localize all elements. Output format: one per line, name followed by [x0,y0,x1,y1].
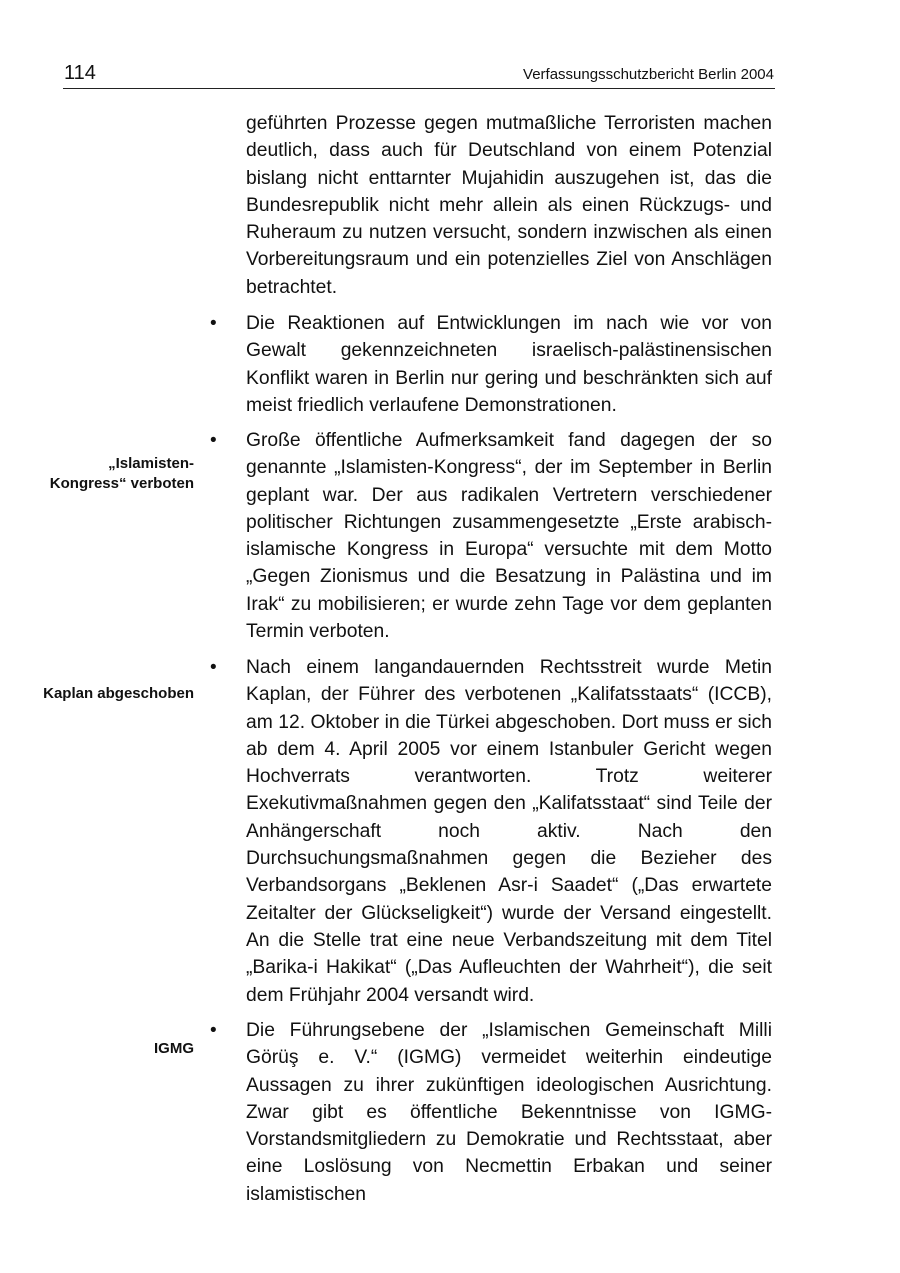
bullet-marker: • [210,313,217,334]
paragraph: Nach einem langandauernden Rechtsstreit wurde Metin Kaplan, der Führer des verbotenen „Kalifatsstaats“ (ICCB), am 12. Oktober in die Türkei abgeschoben. Dort muss er sich ab dem 4. April 2005 vor einem Istanbuler Gericht wegen Hochverrats verantworten. Trotz weiterer Exekutivmaßnahmen gegen den „Kalifatsstaat“ sind Teile der Anhängerschaft noch aktiv. Nach den Durchsuchungsmaßnahmen gegen die Bezieher des Verbandsorgans „Beklenen Asr-i Saadet“ („Das erwartete Zeitalter der Glückseligkeit“) wurde der Versand eingestellt. An die Stelle trat eine neue Verbandszeitung mit dem Titel „Barika-i Hakikat“ („Das Aufleuchten der Wahrheit“), die seit dem Frühjahr 2004 versandt wird. [246,657,772,1006]
page-number: 114 [64,62,96,84]
margin-note-line: Kongress“ verboten [49,475,194,492]
bullet-marker: • [210,1020,217,1041]
paragraph: Die Führungsebene der „Islamischen Gemeinschaft Milli Görüş e. V.“ (IGMG) vermeidet weiterhin eindeutige Aussagen zu ihrer zukünftigen ideologischen Ausrichtung. Zwar gibt es öffentliche Bekenntnisse von IGMG-Vorstandsmitgliedern zu Demokratie und Rechtsstaat, aber eine Loslösung von Necmettin Erbakan und seiner islamistischen [246,1020,772,1205]
margin-note-igmg [14,1039,194,1059]
margin-note-islamisten-kongress [14,454,194,494]
margin-note-line: Kaplan abgeschoben [43,685,194,702]
paragraph: geführten Prozesse gegen mutmaßliche Terroristen machen deutlich, dass auch für Deutschland von einem Potenzial bislang nicht enttarnter Mujahidin auszugehen ist, das die Bundesrepublik nicht mehr allein als einen Rückzugs- und Ruheraum zu nutzen versucht, sondern inzwischen als einen Vorbereitungsraum und ein potenzielles Ziel von Anschlägen betrachtet. [246,113,772,298]
margin-note-line: IGMG [154,1040,194,1057]
paragraph: Große öffentliche Aufmerksamkeit fand dagegen der so genannte „Islamisten-Kongress“, der im September in Berlin geplant war. Der aus radikalen Vertretern verschiedener politischer Richtungen zusammengesetzte „Erste arabisch-islamische Kongress in Europa“ versuchte mit dem Motto „Gegen Zionismus und die Besatzung in Palästina und im Irak“ zu mobilisieren; er wurde zehn Tage vor dem geplanten Termin verboten. [246,430,772,643]
bullet-marker: • [210,657,217,678]
running-title: Verfassungsschutzbericht Berlin 2004 [523,66,774,83]
margin-note-kaplan [14,684,194,704]
margin-note-line: „Islamisten- [108,455,194,472]
page-header [63,62,775,89]
bullet-marker: • [210,430,217,451]
paragraph: Die Reaktionen auf Entwicklungen im nach wie vor von Gewalt gekennzeichneten israelisch-palästinensischen Konflikt waren in Berlin nur gering und beschränkten sich auf meist friedlich verlaufene Demonstrationen. [246,313,772,416]
